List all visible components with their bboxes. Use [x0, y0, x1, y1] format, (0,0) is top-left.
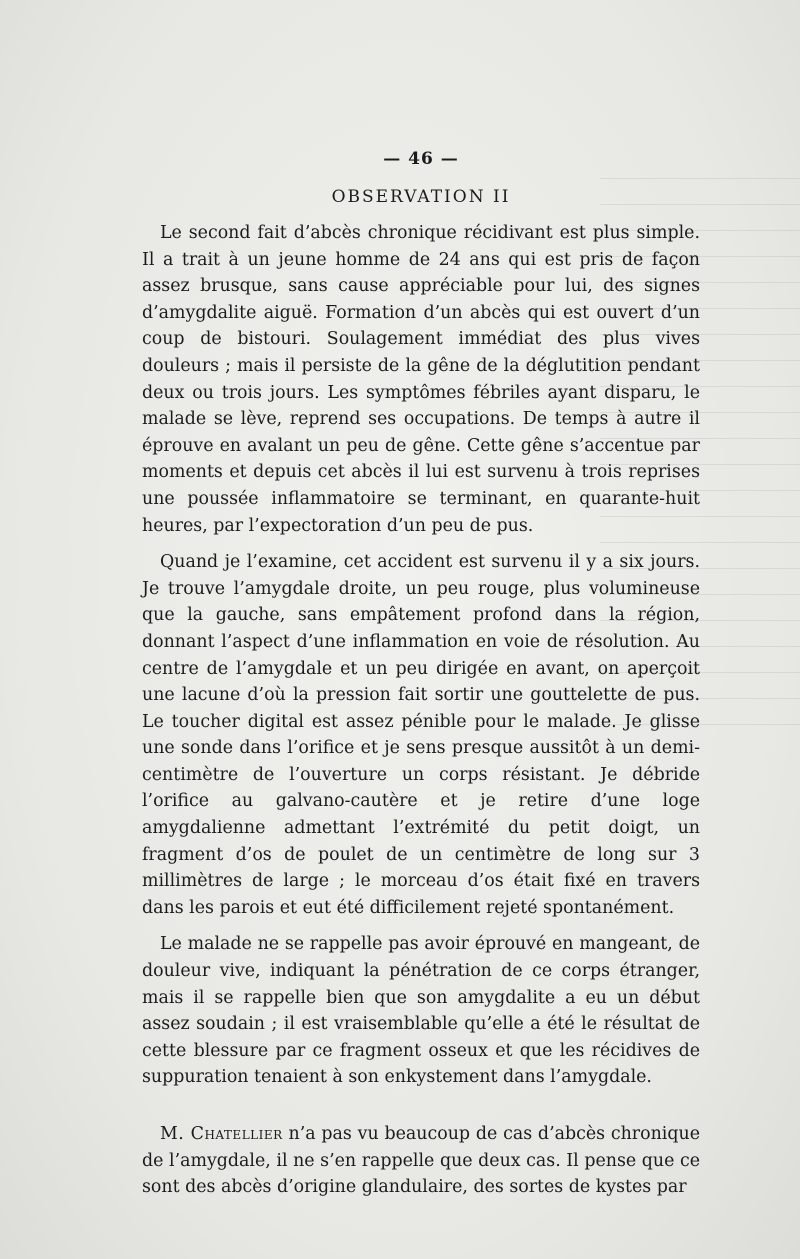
paragraph-1: Le second fait d’abcès chronique récidivant est plus simple. Il a trait à un jeune homme de 24 ans qui est pris de façon assez brusque, sans cause appréciable pour lui, des signes d’amygdalite aiguë. Formation d’un abcès qui est ouvert d’un coup de bistouri. Soulagement immédiat des plus vives douleurs ; mais il persiste de la gêne de la déglutition pendant deux ou trois jours. Les symptômes fébriles ayant disparu, le malade se lève, reprend ses occupations. De temps à autre il éprouve en avalant un peu de gêne. Cette gêne s’accentue par moments et depuis cet abcès il lui est survenu à trois reprises une poussée inflammatoire se terminant, en quarante-huit heures, par l’expectoration d’un peu de pus. — [142, 223, 700, 536]
paragraph-4 — [142, 1121, 700, 1201]
text-column — [142, 148, 700, 1211]
speaker-name: M. Chatellier — [160, 1124, 283, 1144]
paragraph-4-text: n’a pas vu beaucoup de cas d’abcès chronique de l’amygdale, il ne s’en rappelle que deux cas. Il pense que ce sont des abcès d’origine glandulaire, des sortes de kystes par — [142, 1124, 700, 1198]
section-title: OBSERVATION II — [331, 187, 511, 207]
paragraph-2: Quand je l’examine, cet accident est survenu il y a six jours. Je trouve l’amygdale droite, un peu rouge, plus volumineuse que la gauche, sans empâtement profond dans la région, donnant l’aspect d’une inflammation en voie de résolution. Au centre de l’amygdale et un peu dirigée en avant, on aperçoit une lacune d’où la pression fait sortir une gouttelette de pus. Le toucher digital est assez pénible pour le malade. Je glisse une sonde dans l’orifice et je sens presque aussitôt à un demi-centimètre de l’ouverture un corps résistant. Je débride l’orifice au galvano-cautère et je retire d’une loge amygdalienne admettant l’extrémité du petit doigt, un fragment d’os de poulet de un centimètre de long sur 3 millimètres de large ; le morceau d’os était fixé en travers dans les parois et eut été difficilement rejeté spontanément. — [142, 552, 700, 918]
page-number: — 46 — — [383, 149, 459, 169]
paragraph-3: Le malade ne se rappelle pas avoir éprouvé en mangeant, de douleur vive, indiquant la pénétration de ce corps étranger, mais il se rappelle bien que son amygdalite a eu un début assez soudain ; il est vraisemblable qu’elle a été le résultat de cette blessure par ce fragment osseux et que les récidives de suppuration tenaient à son enkystement dans l’amygdale. — [142, 934, 700, 1088]
